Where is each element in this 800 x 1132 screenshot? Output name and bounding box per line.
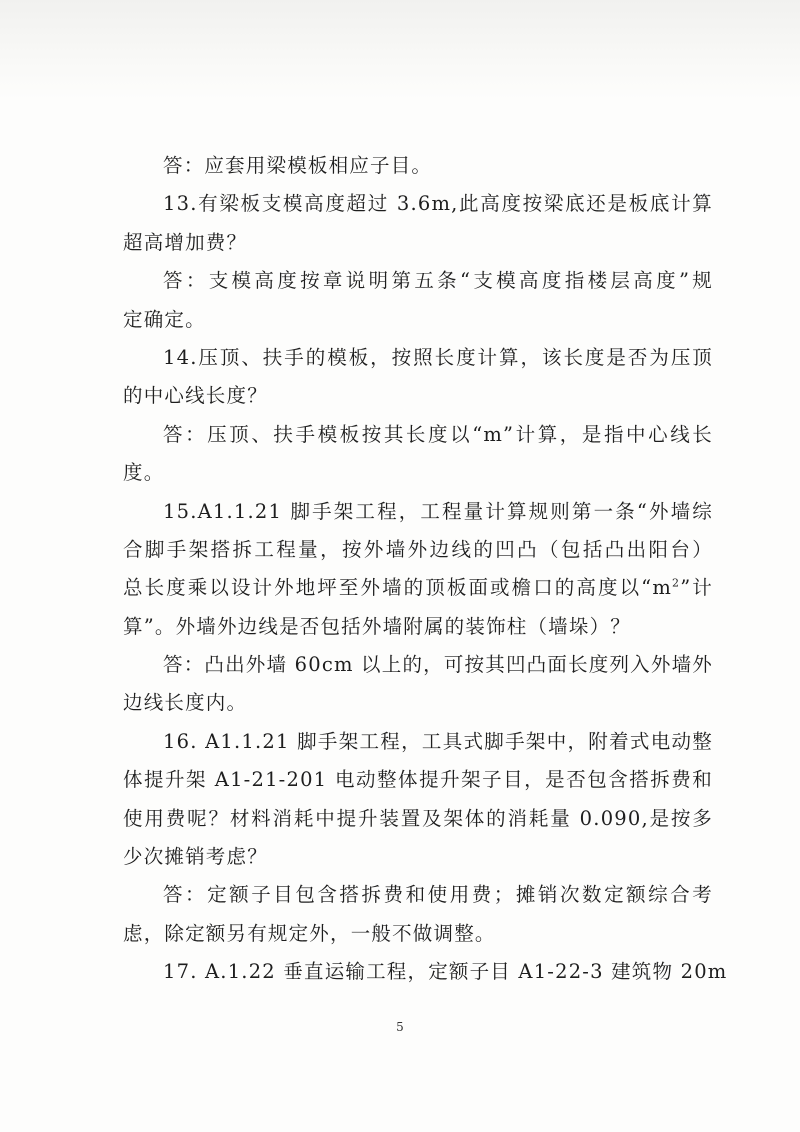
- text-segment: 定确定。: [123, 307, 206, 331]
- text-line: [123, 493, 713, 531]
- text-segment: 算”。外墙外边线是否包括外墙附属的装饰柱（墙垛）？: [123, 614, 631, 638]
- text-line: [123, 608, 713, 646]
- text-segment: 答：支模高度按章说明第五条“支模高度指楼层高度”规: [163, 269, 713, 293]
- text-line: [123, 377, 713, 415]
- text-line: [123, 761, 713, 799]
- text-segment: ”计: [680, 576, 713, 600]
- text-segment: 体提升架 A1-21-201 电动整体提升架子目，是否包含搭拆费和: [123, 768, 713, 792]
- text-line: [123, 569, 713, 607]
- text-line: [123, 646, 713, 684]
- text-line: [123, 723, 713, 761]
- page-number: 5: [396, 1020, 404, 1034]
- text-segment: 总长度乘以设计外地坪至外墙的顶板面或檐口的高度以“m: [123, 576, 673, 600]
- text-line: [123, 684, 713, 722]
- text-line: [123, 339, 713, 377]
- text-segment: 度。: [123, 461, 165, 485]
- text-line: [123, 262, 713, 300]
- text-line: [123, 800, 713, 838]
- text-segment: 14.压顶、扶手的模板，按照长度计算，该长度是否为压顶: [163, 345, 713, 369]
- text-segment: 使用费呢？材料消耗中提升装置及架体的消耗量 0.090,是按多: [123, 806, 713, 830]
- text-segment: 13.有梁板支模高度超过 3.6m,此高度按梁底还是板底计算: [163, 192, 713, 216]
- text-line: [123, 838, 713, 876]
- text-line: [123, 416, 713, 454]
- text-line: [123, 224, 713, 262]
- text-segment: 15.A1.1.21 脚手架工程，工程量计算规则第一条“外墙综: [163, 499, 713, 523]
- text-segment: 超高增加费？: [123, 230, 248, 254]
- document-body: [123, 147, 728, 992]
- text-line: [123, 185, 713, 223]
- text-segment: 17. A.1.22 垂直运输工程，定额子目 A1-22-3 建筑物 20m: [163, 960, 728, 984]
- text-segment: 边线长度内。: [123, 691, 248, 715]
- text-line: [123, 876, 713, 914]
- text-segment: 答：应套用梁模板相应子目。: [163, 154, 433, 177]
- text-segment: 16. A1.1.21 脚手架工程，工具式脚手架中，附着式电动整: [163, 729, 713, 753]
- text-line: [123, 147, 713, 185]
- text-line: [123, 531, 713, 569]
- text-segment: 答：定额子目包含搭拆费和使用费；摊销次数定额综合考: [163, 883, 713, 907]
- text-line: [123, 301, 713, 339]
- text-segment: 少次摊销考虑？: [123, 845, 268, 869]
- text-segment: 虑，除定额另有规定外，一般不做调整。: [123, 921, 496, 945]
- text-segment: 答：凸出外墙 60cm 以上的，可按其凹凸面长度列入外墙外: [163, 653, 713, 677]
- text-segment: 的中心线长度？: [123, 384, 268, 408]
- text-line: [123, 454, 713, 492]
- text-line: [123, 915, 713, 953]
- text-segment: 合脚手架搭拆工程量，按外墙外边线的凹凸（包括凸出阳台）: [123, 537, 713, 561]
- text-segment: 答：压顶、扶手模板按其长度以“m”计算，是指中心线长: [163, 422, 713, 446]
- scan-top-band: [0, 0, 800, 100]
- text-line: [123, 953, 728, 991]
- superscript: 2: [672, 576, 681, 590]
